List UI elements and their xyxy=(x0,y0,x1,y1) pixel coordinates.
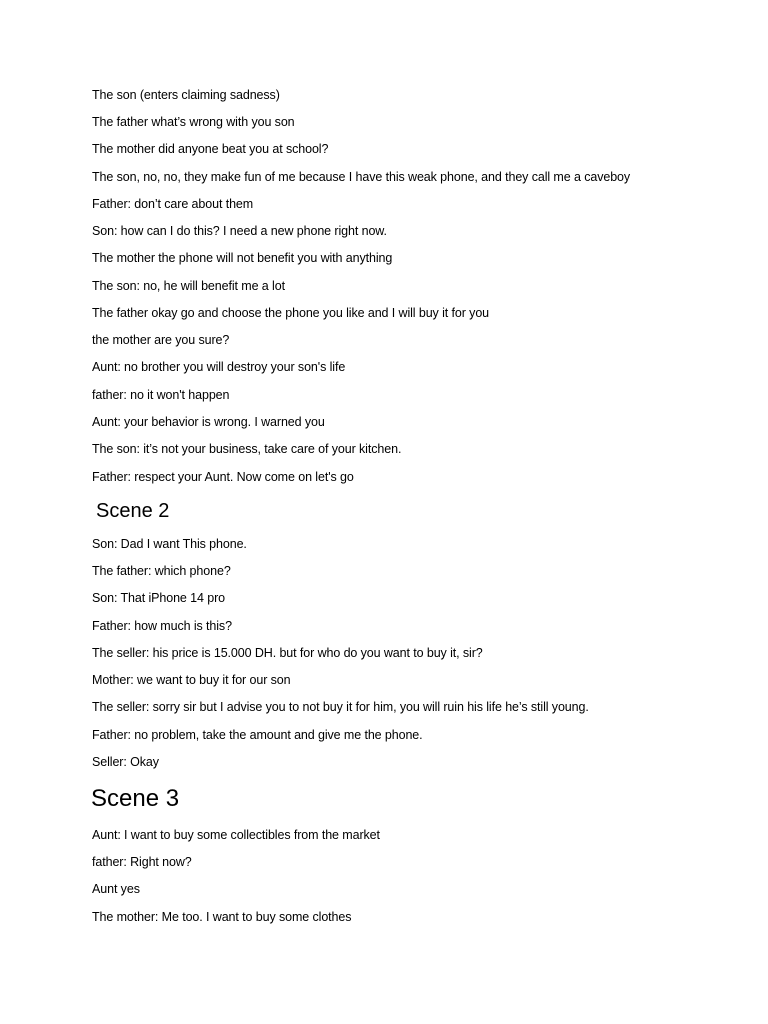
dialogue-line: The father: which phone? xyxy=(92,564,231,578)
dialogue-line: Father: don’t care about them xyxy=(92,197,254,211)
dialogue-line: Father: respect your Aunt. Now come on let's go xyxy=(92,470,354,484)
dialogue-line: Aunt: your behavior is wrong. I warned you xyxy=(92,415,325,429)
dialogue-line: Aunt yes xyxy=(92,882,140,896)
dialogue-line: The father okay go and choose the phone you like and I will buy it for you xyxy=(92,306,490,320)
dialogue-line: The mother: Me too. I want to buy some clothes xyxy=(92,910,352,924)
dialogue-line: The son: no, he will benefit me a lot xyxy=(92,279,285,293)
dialogue-line: The mother the phone will not benefit you with anything xyxy=(92,251,393,265)
dialogue-line: The son (enters claiming sadness) xyxy=(92,88,280,102)
dialogue-line: Son: Dad I want This phone. xyxy=(92,537,247,551)
dialogue-line: Aunt: no brother you will destroy your son's life xyxy=(92,360,346,374)
dialogue-line: father: Right now? xyxy=(92,855,192,869)
dialogue-line: The seller: sorry sir but I advise you to not buy it for him, you will ruin his life he’s still young. xyxy=(92,700,589,714)
dialogue-line: father: no it won't happen xyxy=(92,388,230,402)
dialogue-line: Son: how can I do this? I need a new phone right now. xyxy=(92,224,387,238)
dialogue-line: The father what’s wrong with you son xyxy=(92,115,295,129)
dialogue-line: The son: it’s not your business, take care of your kitchen. xyxy=(92,442,402,456)
dialogue-line: The mother did anyone beat you at school? xyxy=(92,142,329,156)
dialogue-line: the mother are you sure? xyxy=(92,333,230,347)
scene-2-heading: Scene 2 xyxy=(96,500,170,522)
dialogue-line: The son, no, no, they make fun of me because I have this weak phone, and they call me a caveboy xyxy=(92,170,631,184)
dialogue-line: Seller: Okay xyxy=(92,755,159,769)
scene-3-heading: Scene 3 xyxy=(91,785,180,812)
dialogue-line: Father: no problem, take the amount and give me the phone. xyxy=(92,728,423,742)
dialogue-line: Mother: we want to buy it for our son xyxy=(92,673,291,687)
dialogue-line: Father: how much is this? xyxy=(92,619,232,633)
dialogue-line: Son: That iPhone 14 pro xyxy=(92,591,225,605)
dialogue-line: Aunt: I want to buy some collectibles from the market xyxy=(92,828,380,842)
dialogue-line: The seller: his price is 15.000 DH. but for who do you want to buy it, sir? xyxy=(92,646,483,660)
